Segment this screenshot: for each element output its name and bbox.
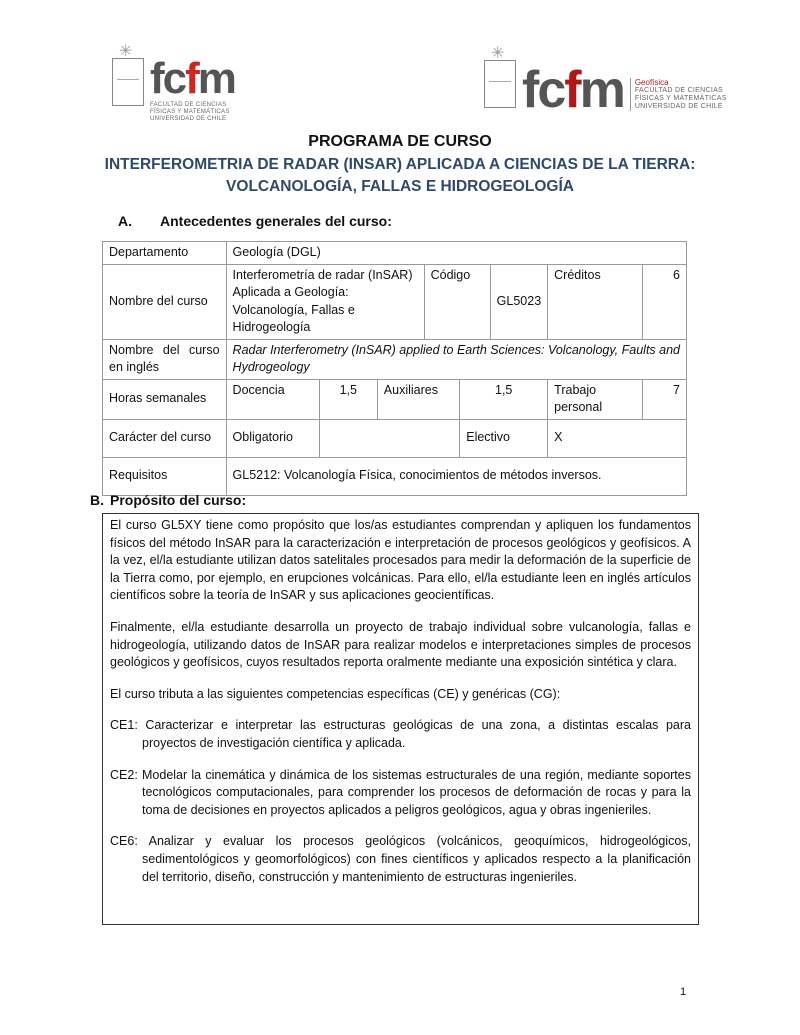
cell-value: Interferometría de radar (InSAR) Aplicada a Geología: Volcanología, Fallas e Hidrogeología xyxy=(226,264,424,339)
faculty-line: FÍSICAS Y MATEMÁTICAS xyxy=(150,109,230,115)
faculty-line: UNIVERSIDAD DE CHILE xyxy=(150,116,227,122)
cell-label: Créditos xyxy=(548,264,643,339)
geofisica-label: Geofísica xyxy=(634,78,669,87)
section-b-heading: Propósito del curso: xyxy=(110,492,247,508)
fcfm-logo-left: ✳ fcfm FACULTAD DE CIENCIAS FÍSICAS Y MATEMÁTICAS UNIVERSIDAD DE CHILE xyxy=(112,44,235,123)
table-row xyxy=(103,264,687,339)
section-a-letter: A. xyxy=(118,213,132,229)
cell-value: 1,5 xyxy=(460,379,548,419)
cell-label: Requisitos xyxy=(103,457,227,495)
cell-label: Obligatorio xyxy=(226,419,319,457)
section-a-heading: Antecedentes generales del curso: xyxy=(160,213,392,229)
page-number: 1 xyxy=(680,986,687,998)
cell-value: Geología (DGL) xyxy=(226,242,686,265)
purpose-box xyxy=(102,513,699,925)
cell-label: Trabajo personal xyxy=(548,379,643,419)
table-row xyxy=(103,339,687,379)
table-row xyxy=(103,457,687,495)
competency-ce6: CE6: Analizar y evaluar los procesos geológicos (volcánicos, geoquímicos, hidrogeológicos, sedimentológicos y geomorfológicos) con fines científicos y aplicados respecto a la planificación del territorio, diseño, construcción y mantenimiento de estructuras ingenieriles. xyxy=(110,834,691,884)
cell-label: Auxiliares xyxy=(377,379,459,419)
purpose-paragraph: Finalmente, el/la estudiante desarrolla un proyecto de trabajo individual sobre vulcanología, fallas e hidrogeología, utilizando datos de InSAR para realizar modelos e interpretaciones simples de procesos geológicos y geofísicos, cuyos resultados reporta oralmente mediante una exposición sintética y clara. xyxy=(110,619,691,670)
cell-label: Horas semanales xyxy=(103,379,227,419)
cell-value: 6 xyxy=(643,264,687,339)
cell-label: Código xyxy=(424,264,490,339)
course-title-line2: VOLCANOLOGÍA, FALLAS E HIDROGEOLOGÍA xyxy=(226,178,574,195)
faculty-line: UNIVERSIDAD DE CHILE xyxy=(634,103,723,110)
cell-value: GL5023 xyxy=(490,264,547,339)
course-info-table xyxy=(102,241,687,496)
faculty-line: FACULTAD DE CIENCIAS xyxy=(634,87,724,94)
cell-value: 7 xyxy=(643,379,687,419)
competency-ce1: CE1: Caracterizar e interpretar las estructuras geológicas de una zona, a distintas escalas para proyectos de investigación científica y aplicada. xyxy=(110,718,691,750)
purpose-paragraph: El curso tributa a las siguientes competencias específicas (CE) y genéricas (CG): xyxy=(110,686,561,701)
cell-label: Electivo xyxy=(460,419,548,457)
purpose-paragraph: El curso GL5XY tiene como propósito que los/as estudiantes comprendan y apliquen los fundamentos físicos del método InSAR para la caracterización e interpretación de procesos geológicos y geofísicos. A la vez, el/la estudiante utilizan datos satelitales procesados para medir la deformación de la superficie de la Tierra como, por ejemplo, en erupciones volcánicas. Para ello, el/la estudiante leen en inglés artículos científicos sobre la teoría de InSAR y sus aplicaciones geocientíficas. xyxy=(110,518,691,603)
section-b-letter: B. xyxy=(90,492,104,508)
university-shield-icon xyxy=(112,58,144,106)
cell-value: GL5212: Volcanología Física, conocimientos de métodos inversos. xyxy=(226,457,686,495)
course-title-line1: INTERFEROMETRIA DE RADAR (INSAR) APLICADA A CIENCIAS DE LA TIERRA: xyxy=(104,156,696,173)
cell-label: Nombre del curso en inglés xyxy=(103,339,227,379)
faculty-line: FACULTAD DE CIENCIAS xyxy=(150,102,227,108)
university-shield-icon xyxy=(484,60,516,108)
table-row xyxy=(103,379,687,419)
cell-empty xyxy=(319,419,460,457)
cell-value: X xyxy=(548,419,687,457)
page-title: PROGRAMA DE CURSO xyxy=(308,133,492,150)
cell-label: Carácter del curso xyxy=(103,419,227,457)
cell-value: Radar Interferometry (InSAR) applied to Earth Sciences: Volcanology, Faults and Hydrogeology xyxy=(226,339,686,379)
cell-label: Nombre del curso xyxy=(103,264,227,339)
competency-ce2: CE2: Modelar la cinemática y dinámica de los sistemas estructurales de una región, mediante soportes tecnológicos computacionales, para comprender los procesos de deformación de rocas y para la toma de decisiones en proyectos aplicados a peligros geológicos, agua y obras ingenieriles. xyxy=(110,767,691,817)
cell-label: Docencia xyxy=(226,379,319,419)
table-row xyxy=(103,242,687,265)
cell-value: 1,5 xyxy=(319,379,377,419)
fcfm-geofisica-logo-right: ✳ fcfm Geofísica FACULTAD DE CIENCIAS FÍSICAS Y MATEMÁTICAS UNIVERSIDAD DE CHILE xyxy=(484,46,727,120)
cell-label: Departamento xyxy=(103,242,227,265)
faculty-line: FÍSICAS Y MATEMÁTICAS xyxy=(634,95,727,102)
table-row xyxy=(103,419,687,457)
